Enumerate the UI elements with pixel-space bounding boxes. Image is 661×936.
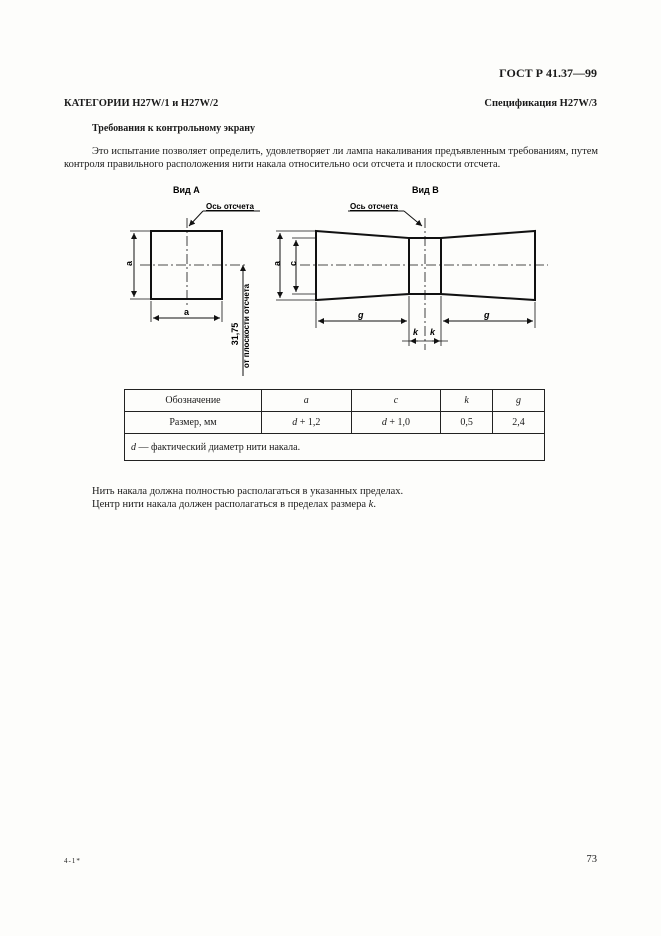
view-b-right-cone: [441, 231, 535, 300]
cell-value: + 1,0: [389, 417, 410, 428]
standard-number: ГОСТ Р 41.37—99: [499, 66, 597, 80]
footer-mark: 4-1*: [64, 857, 81, 865]
view-b-dim-g-left-label: g: [358, 310, 364, 320]
view-a-axis-pointer: [189, 211, 203, 226]
view-a-dim-a-vertical-label: a: [124, 260, 134, 266]
closing-line-2-text: Центр нити накала должен располагаться в пределах размера: [92, 499, 367, 510]
view-b-dim-c-label: c: [288, 260, 298, 266]
closing-line-1: Нить накала должна полностью располагаться в указанных пределах.: [92, 486, 404, 497]
specification-heading: Спецификация H27W/3: [484, 98, 597, 109]
view-b-axis-label: Ось отсчета: [350, 202, 398, 211]
cell-symbol-d: d: [292, 417, 298, 428]
view-b-label: Вид В: [412, 185, 439, 195]
closing-line-2: [92, 499, 376, 510]
note-text: — фактический диаметр нити накала.: [138, 441, 301, 453]
view-b-dim-g-right-label: g: [484, 310, 490, 320]
view-b-axis-pointer: [404, 211, 422, 226]
table-header-row: [125, 390, 545, 412]
table-column-a: a: [262, 390, 352, 412]
view-a-label: Вид А: [173, 185, 200, 195]
table-column-k: k: [441, 390, 493, 412]
view-b-dim-a-label: a: [272, 260, 282, 266]
view-a-dim-a-horizontal-label: a: [184, 307, 190, 317]
table-note-row: [125, 434, 545, 461]
closing-line-2-end: .: [373, 499, 376, 510]
table-cell-c: [351, 412, 441, 434]
table-row-label: Размер, мм: [125, 412, 262, 434]
table-row: [125, 412, 545, 434]
view-a-axis-label: Ось отсчета: [206, 202, 254, 211]
cell-value: + 1,2: [299, 417, 321, 428]
table-column-c: c: [351, 390, 441, 412]
section-title: Требования к контрольному экрану: [92, 123, 256, 134]
view-b-dim-k-left-label: k: [413, 327, 419, 337]
reference-plane-value: 31,75: [230, 322, 240, 346]
table-cell-g: 2,4: [493, 412, 545, 434]
view-b-left-cone: [316, 231, 409, 300]
category-heading: КАТЕГОРИИ H27W/1 и H27W/2: [64, 98, 219, 109]
closing-line-2-symbol: k: [368, 499, 374, 510]
note-symbol: d: [131, 441, 136, 453]
reference-screen-diagram: [0, 180, 661, 380]
table-note: [125, 434, 545, 461]
view-b-dim-k-right-label: k: [430, 327, 436, 337]
table-cell-a: [262, 412, 352, 434]
cell-symbol-d: d: [381, 417, 387, 428]
page-number: 73: [586, 854, 597, 865]
table-cell-k: 0,5: [441, 412, 493, 434]
table-header-label: Обозначение: [125, 390, 262, 412]
dimensions-table: [124, 389, 545, 461]
table-column-g: g: [493, 390, 545, 412]
reference-plane-label: от плоскости отсчета: [242, 283, 251, 369]
intro-paragraph: Это испытание позволяет определить, удовлетворяет ли лампа накаливания предъявленным требованиям, путем контроля правильного расположения нити накала относительно оси отсчета и плоскости отсчета.: [64, 146, 598, 170]
